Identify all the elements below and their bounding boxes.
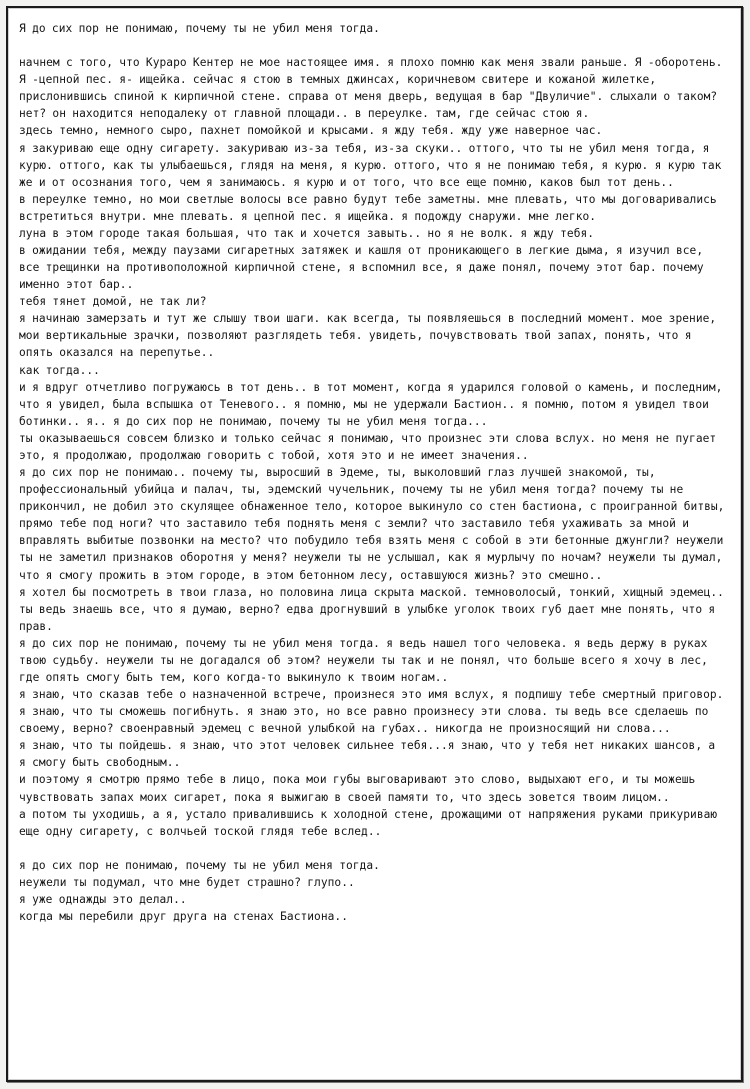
closing-line: я до сих пор не понимаю, почему ты не убил меня тогда. — [19, 858, 380, 872]
paragraph: ты оказываешься совсем близко и только сейчас я понимаю, что произнес эти слова вслух. но меня не пугает это, я продолжаю, продолжаю говорить с тобой, хотя это и не имеет значения.. — [19, 431, 717, 462]
closing-line: неужели ты подумал, что мне будет страшно? глупо.. — [19, 875, 355, 889]
paragraph: я знаю, что ты пойдешь. я знаю, что этот человек сильнее тебя...я знаю, что у тебя нет никаких шансов, а я смогу быть свободным.. — [19, 739, 716, 770]
paragraph: а потом ты уходишь, а я, устало привалившись к холодной стене, дрожащими от напряжения руками прикуриваю еще одну сигарету, с волчьей тоской глядя тебе вслед.. — [19, 807, 718, 838]
paragraph: в ожидании тебя, между паузами сигаретных затяжек и кашля от проникающего в легкие дыма, я изучил все, все трещинки на противоположной кирпичной стене, я вспомнил все, я даже понял, почему этот бар. почему именно этот бар.. — [19, 244, 704, 292]
paragraph: и я вдруг отчетливо погружаюсь в тот день.. в тот момент, когда я ударился головой о камень, и последним, что я увидел, была вспышка от Теневого.. я помню, мы не удержали Бастион.. я помню, потом я увидел твои ботинки.. я.. я до сих пор не понимаю, почему ты не убил меня тогда... — [19, 380, 723, 428]
closing-line: я уже однажды это делал.. — [19, 892, 187, 906]
paragraph: я начинаю замерзать и тут же слышу твои шаги. как всегда, ты появляешься в последний момент. мое зрение, мои вертикальные зрачки, позволяют разглядеть тебя. увидеть, почувствовать твой запах, понять, что я опять оказался на перепутье.. — [19, 312, 717, 360]
blank-line — [19, 840, 725, 857]
paragraph: в переулке темно, но мои светлые волосы все равно будут тебе заметны. мне плевать, что мы договаривались встретиться внутри. мне плевать. я цепной пес. я ищейка. я подожду снаружи. мне легко. — [19, 192, 717, 223]
paragraph: я до сих пор не понимаю.. почему ты, выросший в Эдеме, ты, выколовший глаз лучшей знакомой, ты, профессиональный убийца и палач, ты, эдемский чучельник, почему ты не убил меня тогда? почему ты не прикончил, не добил это скулящее обнаженное тело, которое выкинуло со стен бастиона, с проигранной битвы, прямо тебе под ноги? что заставило тебя поднять меня с земли? что заставило тебя ухаживать за мной и вправлять выбитые позвонки на место? что побудило тебя взять меня с собой в эти бетонные джунгли? неужели ты не заметил признаков оборотня у меня? неужели ты не услышал, как я мурлычу по ночам? неужели ты думал, что я смогу прожить в этом городе, в этом бетонном лесу, оставшуюся жизнь? это смешно.. — [19, 466, 725, 582]
paragraph: я до сих пор не понимаю, почему ты не убил меня тогда. я ведь нашел того человека. я ведь держу в руках твою судьбу. неужели ты не догадался об этом? неужели ты так и не понял, что больше всего я хочу в лес, где опять смогу быть тем, кого когда-то выкинуло к твоим ногам.. — [19, 636, 708, 684]
paragraph: луна в этом городе такая большая, что так и хочется завыть.. но я не волк. я жду тебя. — [19, 226, 595, 240]
blank-line — [19, 37, 725, 54]
opening-line: Я до сих пор не понимаю, почему ты не убил меня тогда. — [19, 22, 380, 35]
paragraph: начнем с того, что Кураро Кентер не мое настоящее имя. я плохо помню как меня звали раньше. Я -оборотень. Я -цепной пес. я- ищейка. сейчас я стою в темных джинсах, коричневом свитере и кожаной жилетке, прислонившись спиной к кирпичной стене. справа от меня дверь, ведущая в бар "Двуличие". слыхали о таком? нет? он находится неподалеку от главной площади.. в переулке. там, где сейчас стою я. — [19, 56, 723, 121]
paragraph: тебя тянет домой, не так ли? — [19, 295, 207, 309]
document-page — [6, 6, 743, 1082]
paragraph: здесь темно, немного сыро, пахнет помойкой и крысами. я жду тебя. жду уже наверное час. — [19, 124, 603, 138]
paragraph: я закуриваю еще одну сигарету. закуриваю из-за тебя, из-за скуки.. оттого, что ты не убил меня тогда, я курю. оттого, как ты улыбаешься, глядя на меня, я курю. оттого, что я не понимаю тебя, я курю. я курю так же и от осознания того, чем я занимаюсь. я курю и от того, что все еще помню, каков был тот день.. — [19, 141, 722, 189]
paragraph: как тогда... — [19, 363, 100, 377]
paragraph: я знаю, что сказав тебе о назначенной встрече, произнеся это имя вслух, я подпишу тебе смертный приговор. я знаю, что ты сможешь погибнуть. я знаю это, но все равно произнесу эти слова. ты ведь все сделаешь по своему, верно? своенравный эдемец с вечной улыбкой на губах.. никогда не произносящий ни слова... — [19, 688, 724, 736]
paragraph: я хотел бы посмотреть в твои глаза, но половина лица скрыта маской. темноволосый, тонкий, хищный эдемец.. ты ведь знаешь все, что я думаю, верно? едва дрогнувший в улыбке уголок твоих губ дает мне понять, что я прав. — [19, 585, 724, 633]
paragraph: и поэтому я смотрю прямо тебе в лицо, пока мои губы выговаривают это слово, выдыхают его, и ты можешь чувствовать запах моих сигарет, пока я выжигаю в своей памяти то, что здесь зовется твоим лицом.. — [19, 773, 696, 804]
document-text — [8, 8, 741, 925]
closing-line: когда мы перебили друг друга на стенах Бастиона.. — [19, 910, 348, 924]
